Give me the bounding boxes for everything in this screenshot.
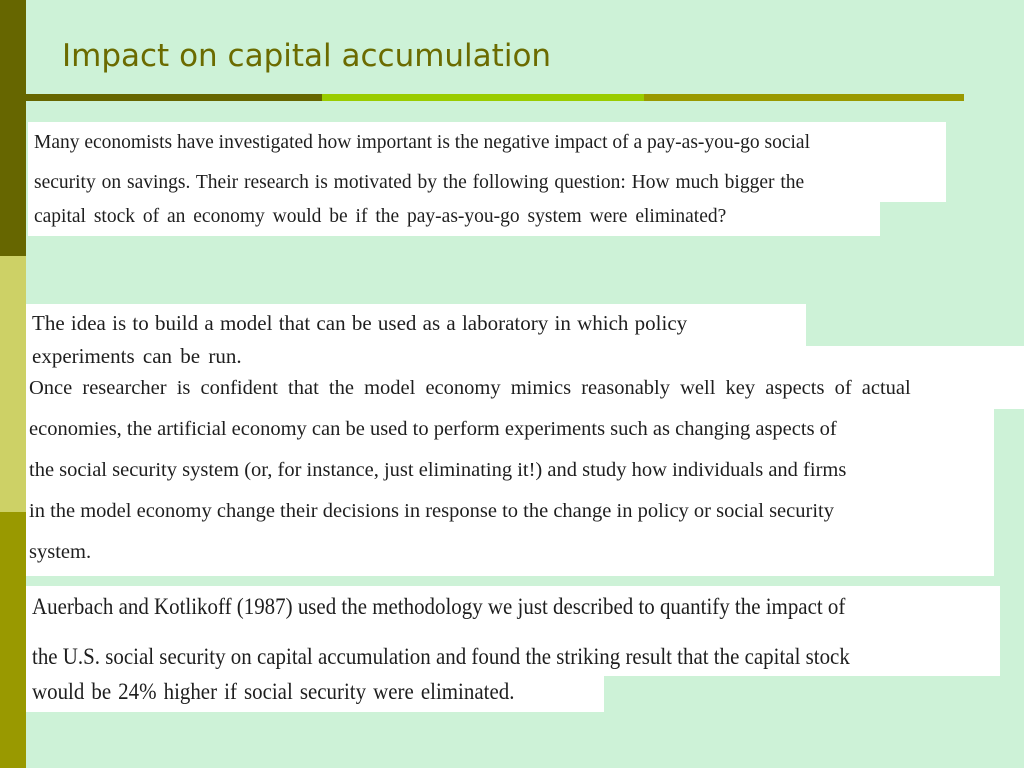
- text-line: The idea is to build a model that can be used as a laboratory in which policy: [26, 304, 806, 346]
- text-background-patch: [280, 346, 1024, 368]
- side-accent-bar-middle: [0, 256, 26, 512]
- text-line: [26, 632, 1000, 676]
- title-underline-dark: [26, 94, 322, 101]
- text-line: the social security system (or, for instance, just eliminating it!) and study how individuals and firms: [26, 450, 994, 491]
- text-line: economies, the artificial economy can be used to perform experiments such as changing aspects of: [26, 409, 994, 450]
- slide-title: Impact on capital accumulation: [62, 38, 552, 74]
- text-line: security on savings. Their research is motivated by the following question: How much bigger the: [28, 162, 946, 202]
- side-accent-bar-bottom: [0, 512, 26, 768]
- text-line: Once researcher is confident that the model economy mimics reasonably well key aspects of actual: [26, 368, 1024, 409]
- text-line-content: would be 24% higher if social security were eliminated.: [32, 679, 515, 704]
- text-line: Many economists have investigated how important is the negative impact of a pay-as-you-go social: [28, 122, 946, 162]
- text-line: capital stock of an economy would be if the pay-as-you-go system were eliminated?: [28, 202, 880, 236]
- text-line-content: the U.S. social security on capital accumulation and found the striking result that the capital stock: [32, 644, 850, 669]
- title-underline-olive: [644, 94, 964, 101]
- title-underline-green: [322, 94, 644, 101]
- text-line: [26, 676, 604, 712]
- text-line: [26, 586, 1000, 632]
- text-line: in the model economy change their decisions in response to the change in policy or social security: [26, 491, 994, 532]
- text-line-content: Auerbach and Kotlikoff (1987) used the methodology we just described to quantify the impact of: [32, 594, 846, 619]
- text-line: system.: [26, 532, 994, 576]
- side-accent-bar-top: [0, 0, 26, 256]
- text-line: experiments can be run.: [26, 346, 280, 368]
